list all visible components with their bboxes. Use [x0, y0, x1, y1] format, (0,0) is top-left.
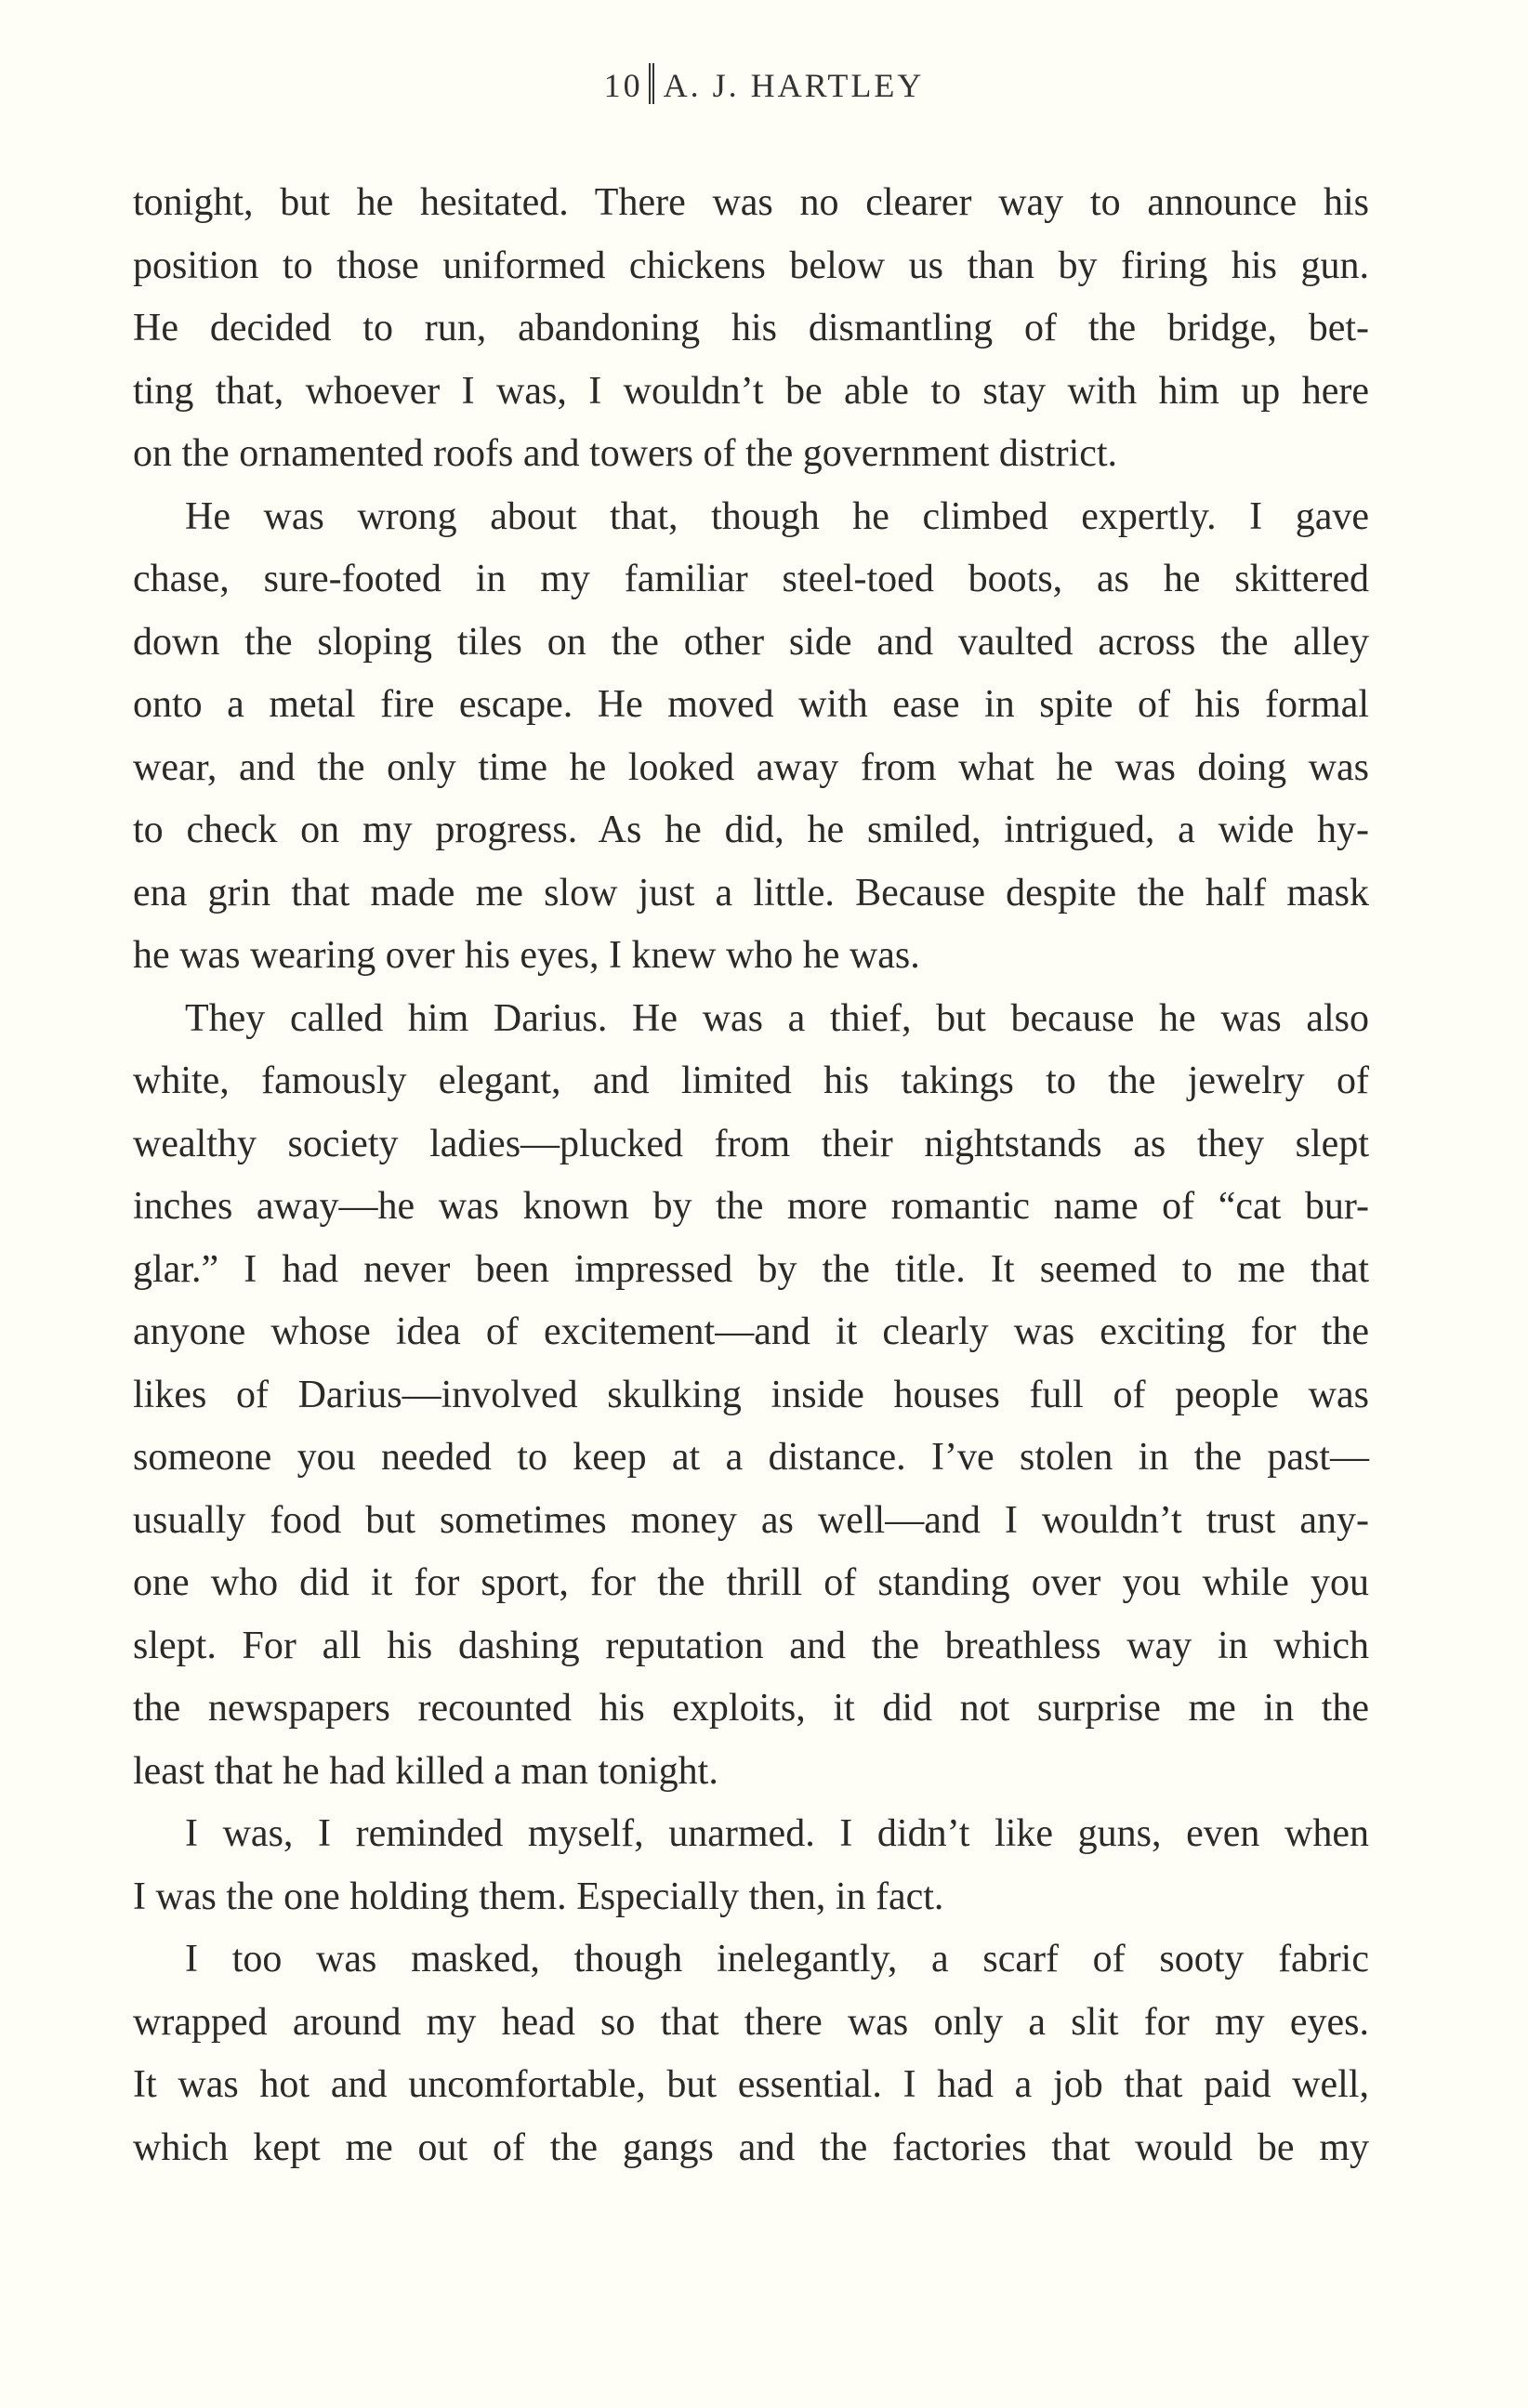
text-line: They called him Darius. He was a thief, but because he was also — [185, 996, 1369, 1040]
text-line: which kept me out of the gangs and the factories that would be my — [133, 2125, 1369, 2169]
text-line: ting that, whoever I was, I wouldn’t be able to stay with him up here — [133, 369, 1369, 413]
text-line: wealthy society ladies—plucked from their nightstands as they slept — [133, 1122, 1369, 1165]
text-line: He was wrong about that, though he climbed expertly. I gave — [185, 494, 1369, 538]
text-line: chase, sure-footed in my familiar steel-toed boots, as he skittered — [133, 558, 1369, 600]
text-line: inches away—he was known by the more romantic name of “cat bur- — [133, 1185, 1369, 1228]
text-line: tonight, but he hesitated. There was no clearer way to announce his — [133, 181, 1369, 224]
text-line: wear, and the only time he looked away from what he was doing was — [133, 745, 1369, 789]
paragraph — [133, 988, 1369, 1804]
text-line: anyone whose idea of excitement—and it clearly was exciting for the — [133, 1310, 1369, 1353]
text-line: slept. For all his dashing reputation and the breathless way in which — [133, 1624, 1369, 1667]
text-line: glar.” I had never been impressed by the title. It seemed to me that — [133, 1247, 1369, 1291]
body-text — [133, 172, 1369, 2179]
paragraph — [133, 486, 1369, 988]
header-divider — [649, 63, 654, 104]
text-line: white, famously elegant, and limited his takings to the jewelry of — [133, 1059, 1369, 1102]
page-number: 10 — [603, 67, 643, 104]
text-line: ena grin that made me slow just a little. Because despite the half mask — [133, 871, 1369, 915]
text-line: someone you needed to keep at a distance. I’ve stolen in the past— — [133, 1436, 1369, 1479]
text-line: to check on my progress. As he did, he smiled, intrigued, a wide hy- — [133, 809, 1369, 851]
text-line: I too was masked, though inelegantly, a scarf of sooty fabric — [185, 1938, 1369, 1980]
text-line: likes of Darius—involved skulking inside houses full of people was — [133, 1373, 1369, 1416]
text-line: He decided to run, abandoning his dismantling of the bridge, bet- — [133, 307, 1369, 349]
text-line: one who did it for sport, for the thrill of standing over you while you — [133, 1561, 1369, 1604]
text-line: It was hot and uncomfortable, but essential. I had a job that paid well, — [133, 2063, 1369, 2106]
text-line: least that he had killed a man tonight. — [133, 1749, 718, 1793]
text-line: I was the one holding them. Especially then, in fact. — [133, 1875, 944, 1918]
text-line: usually food but sometimes money as well—and I wouldn’t trust any- — [133, 1498, 1369, 1542]
paragraph — [133, 172, 1369, 486]
text-line: position to those uniformed chickens below us than by firing his gun. — [133, 243, 1369, 287]
text-line: wrapped around my head so that there was only a slit for my eyes. — [133, 2000, 1369, 2044]
text-line: on the ornamented roofs and towers of the government district. — [133, 432, 1118, 475]
paragraph — [133, 1803, 1369, 1928]
running-header — [0, 63, 1528, 105]
paragraph — [133, 1928, 1369, 2179]
text-line: he was wearing over his eyes, I knew who he was. — [133, 934, 920, 977]
text-line: onto a metal fire escape. He moved with ease in spite of his formal — [133, 683, 1369, 726]
text-line: the newspapers recounted his exploits, it did not surprise me in the — [133, 1687, 1369, 1730]
text-line: down the sloping tiles on the other side and vaulted across the alley — [133, 620, 1369, 664]
text-line: I was, I reminded myself, unarmed. I didn’t like guns, even when — [185, 1812, 1369, 1855]
author-name: A. J. HARTLEY — [663, 67, 925, 104]
